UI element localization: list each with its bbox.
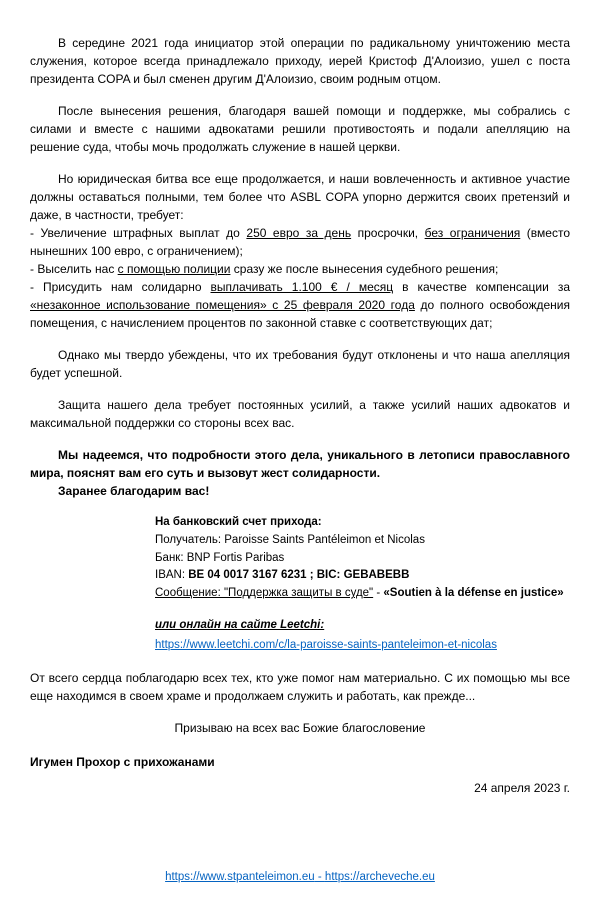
paragraph-conviction: Однако мы твердо убеждены, что их требования будут отклонены и что наша апелляция будет успешной. xyxy=(30,348,570,380)
signature-line: Игумен Прохор с прихожанами xyxy=(30,754,215,769)
text-segment: просрочки, xyxy=(351,226,425,240)
paragraph-hope-solidarity xyxy=(30,446,570,500)
text-segment: Сообщение: "Поддержка защиты в суде" xyxy=(155,587,374,600)
text-segment: в качестве компенсации за xyxy=(393,280,570,294)
section-demands xyxy=(30,170,570,332)
thanks-in-advance-line: Заранее благодарим вас! xyxy=(58,484,210,498)
text-segment: - xyxy=(314,870,325,883)
text-segment: или онлайн на сайте Leetchi: xyxy=(155,619,325,632)
text-segment: «Soutien à la défense en justice» xyxy=(383,587,564,600)
paragraph-defense-effort: Защита нашего дела требует постоянных усилий, а также усилий наших адвокатов и максимальной поддержки со стороны всех вас. xyxy=(30,398,570,430)
text-segment: с помощью полиции xyxy=(117,262,231,276)
text-segment: до полного освобождения помещения, с начислением процентов по законной ставке с соответствующих дат; xyxy=(30,298,570,330)
text-segment: На банковский счет прихода: xyxy=(155,516,322,528)
link[interactable]: https://www.leetchi.com/c/la-paroisse-saints-panteleimon-et-nicolas xyxy=(155,638,497,651)
text-segment: 250 евро за день xyxy=(246,226,352,240)
footer-links xyxy=(0,869,600,886)
link[interactable]: https://archeveche.eu xyxy=(324,870,435,883)
text-segment: «незаконное использование помещения» с 25 февраля 2020 года xyxy=(30,298,415,312)
demands-intro: Но юридическая битва все еще продолжается, и наши вовлеченность и активное участие должны оставаться полными, тем более что ASBL COPA упорно держится своих претензий и даже, в частности, требует: xyxy=(30,172,570,222)
blessing-line: Призываю на всех вас Божие благословение xyxy=(174,720,426,735)
text-segment: - Выселить нас xyxy=(30,262,118,276)
paragraph-appeal-filed: После вынесения решения, благодаря вашей помощи и поддержке, мы собрались с силами и вместе с нашими адвокатами решили противостоять и подали апелляцию на решение суда, чтобы мочь продолжать служение в нашей церкви. xyxy=(30,104,570,154)
text-segment: сразу же после вынесения судебного решения; xyxy=(230,262,499,276)
bank-title-line xyxy=(155,514,570,532)
leetchi-label xyxy=(155,617,570,635)
link[interactable]: https://www.stpanteleimon.eu xyxy=(165,870,315,883)
bank-message-line xyxy=(155,585,570,603)
demand-item-eviction xyxy=(30,260,570,278)
text-segment: - xyxy=(373,587,384,600)
demand-item-penalties xyxy=(30,224,570,260)
bank-iban-line xyxy=(155,567,570,585)
text-segment: IBAN: xyxy=(155,569,189,582)
paragraph-initiator-2021: В середине 2021 года инициатор этой операции по радикальному уничтожению места служения, которое всегда принадлежало приходу, иерей Кристоф Д'Алоизио, ушел с поста президента COPA и был сменен другим Д'Алоизио, своим родным отцом. xyxy=(30,36,570,86)
text-segment: выплачивать 1.100 € / месяц xyxy=(210,280,394,294)
bank-name-line xyxy=(155,550,570,568)
text-segment: (вместо нынешних 100 евро, с ограничением); xyxy=(30,226,570,258)
leetchi-link-line xyxy=(155,637,570,655)
text-segment: без ограничения xyxy=(424,226,521,240)
text-segment: Получатель: Paroisse Saints Pantéleimon et Nicolas xyxy=(155,533,425,546)
hope-line: Мы надеемся, что подробности этого дела, уникального в летописи православного мира, пояснят вам его суть и вызовут жест солидарности. xyxy=(30,448,570,480)
date-line: 24 апреля 2023 г. xyxy=(474,780,570,795)
text-segment: - Присудить нам солидарно xyxy=(30,280,211,294)
bank-recipient-line xyxy=(155,532,570,550)
text-segment: BE 04 0017 3167 6231 ; BIC: GEBABEBB xyxy=(188,569,410,582)
text-segment: Банк: BNP Fortis Paribas xyxy=(155,551,285,564)
paragraph-gratitude: От всего сердца поблагодарю всех тех, кто уже помог нам материально. С их помощью мы все еще находимся в своем храме и продолжаем служить и работать, как прежде... xyxy=(30,670,570,703)
text-segment: - Увеличение штрафных выплат до xyxy=(30,226,247,240)
bank-details-block xyxy=(155,514,570,655)
demand-item-compensation xyxy=(30,278,570,332)
